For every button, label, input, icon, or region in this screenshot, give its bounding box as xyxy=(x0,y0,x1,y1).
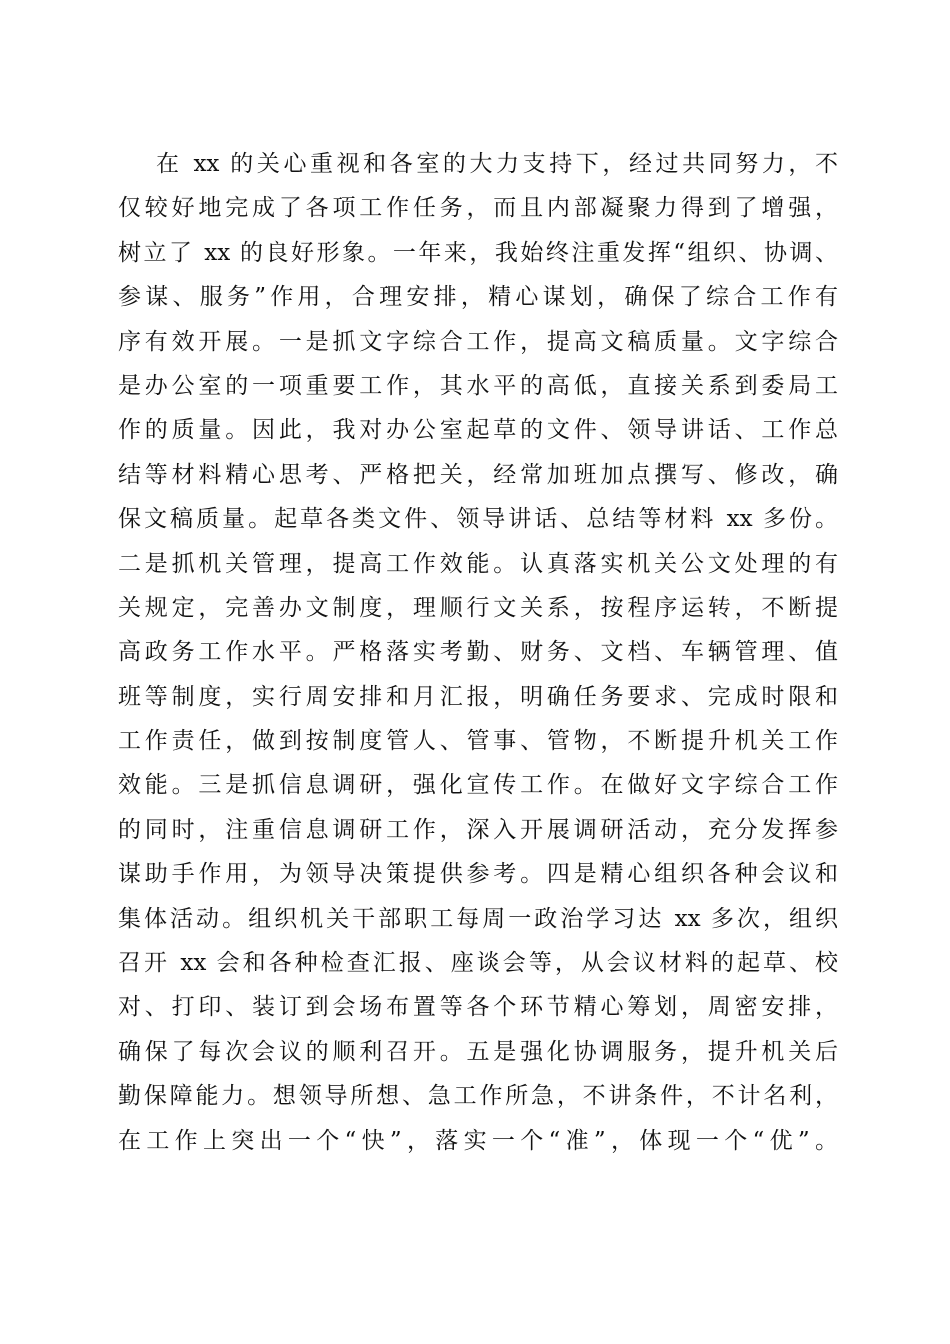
text-line: 在 xx 的关心重视和各室的大力支持下，经过共同努力，不 xyxy=(156,151,838,177)
text-line: 勤保障能力。想领导所想、急工作所急，不讲条件，不计名利， xyxy=(118,1083,838,1110)
text-line: 谋助手作用，为领导决策提供参考。四是精心组织各种会议和 xyxy=(118,861,838,888)
text-line: 是办公室的一项重要工作，其水平的高低，直接关系到委局工 xyxy=(118,372,838,399)
text-line: 在工作上突出一个“快”，落实一个“准”，体现一个“优”。 xyxy=(118,1127,838,1154)
text-line: 结等材料精心思考、严格把关，经常加班加点撰写、修改，确 xyxy=(118,461,838,488)
text-line: 的同时，注重信息调研工作，深入开展调研活动，充分发挥参 xyxy=(118,816,838,843)
text-line: 对、打印、装订到会场布置等各个环节精心筹划，周密安排， xyxy=(118,994,838,1021)
text-line: 集体活动。组织机关干部职工每周一政治学习达 xx 多次，组织 xyxy=(118,905,838,932)
text-line: 参谋、服务”作用，合理安排，精心谋划，确保了综合工作有 xyxy=(118,284,838,311)
body-paragraph xyxy=(118,142,838,1163)
text-line: 确保了每次会议的顺利召开。五是强化协调服务，提升机关后 xyxy=(118,1038,838,1065)
text-line: 工作责任，做到按制度管人、管事、管物，不断提升机关工作 xyxy=(118,728,838,755)
text-line: 班等制度，实行周安排和月汇报，明确任务要求、完成时限和 xyxy=(118,683,838,710)
text-line: 召开 xx 会和各种检查汇报、座谈会等，从会议材料的起草、校 xyxy=(118,950,838,977)
text-line: 关规定，完善办文制度，理顺行文关系，按程序运转，不断提 xyxy=(118,594,838,621)
text-line: 树立了 xx 的良好形象。一年来，我始终注重发挥“组织、协调、 xyxy=(118,239,838,266)
text-line: 仅较好地完成了各项工作任务，而且内部凝聚力得到了增强， xyxy=(118,195,838,222)
text-line: 作的质量。因此，我对办公室起草的文件、领导讲话、工作总 xyxy=(118,417,838,444)
text-line: 保文稿质量。起草各类文件、领导讲话、总结等材料 xx 多份。 xyxy=(118,506,838,533)
text-line: 高政务工作水平。严格落实考勤、财务、文档、车辆管理、值 xyxy=(118,639,838,666)
text-line: 效能。三是抓信息调研，强化宣传工作。在做好文字综合工作 xyxy=(118,772,838,799)
text-line: 序有效开展。一是抓文字综合工作，提高文稿质量。文字综合 xyxy=(118,328,838,355)
text-line: 二是抓机关管理，提高工作效能。认真落实机关公文处理的有 xyxy=(118,550,838,577)
